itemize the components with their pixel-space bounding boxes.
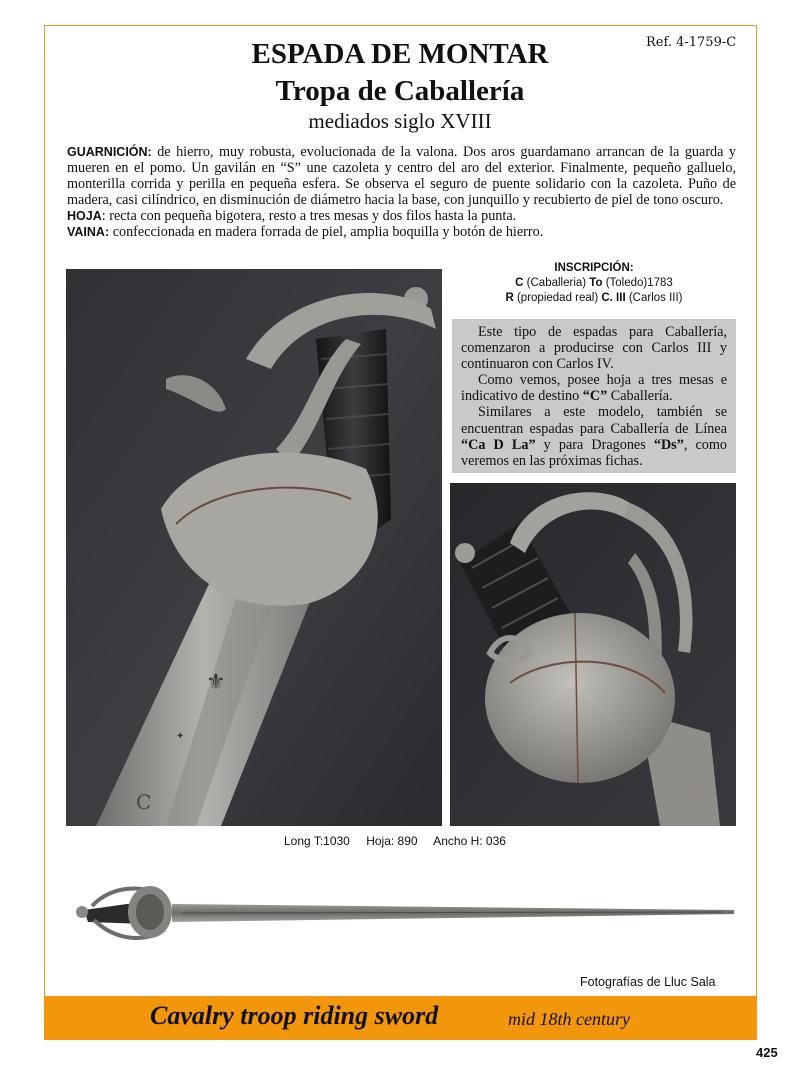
- guarnicion-paragraph: [67, 144, 736, 208]
- inscription-block: [452, 261, 736, 306]
- inscription-line-1: [452, 276, 736, 291]
- page-subtitle: Tropa de Caballería: [275, 75, 525, 107]
- text-run: (Toledo)1783: [602, 277, 673, 289]
- svg-text:✦: ✦: [176, 731, 185, 742]
- vaina-text: confeccionada en madera forrada de piel, amplia boquilla y botón de hierro.: [109, 224, 544, 241]
- hilt-detail-photo: [450, 483, 736, 826]
- description-block: [67, 144, 736, 241]
- text-run: Este tipo de espadas para Caballería, comenzaron a producirse con Carlos III y continuaron con Carlos IV.: [461, 324, 727, 373]
- text-run: Similares a este modelo, también se encuentran espadas para Caballería de Línea: [461, 404, 727, 437]
- note-paragraph: [461, 404, 727, 468]
- page-number: 425: [756, 1045, 778, 1060]
- hoja-text: : recta con pequeña bigotera, resto a tres mesas y dos filos hasta la punta.: [101, 208, 517, 225]
- text-run: (Caballeria): [523, 277, 590, 289]
- full-sword-photo: [72, 880, 740, 952]
- blade-length: Hoja: 890: [366, 834, 418, 848]
- hoja-label: HOJA: [67, 209, 102, 224]
- photo-credit: Fotografías de Lluc Sala: [580, 975, 716, 989]
- hoja-paragraph: [67, 208, 736, 224]
- blade-width: Ancho H: 036: [433, 834, 506, 848]
- text-run: Como vemos, posee hoja a tres mesas e indicativo de destino: [461, 372, 727, 405]
- text-run: (propiedad real): [513, 292, 602, 304]
- reference-number: Ref. 4-1759-C: [646, 35, 737, 50]
- inscription-heading: INSCRIPCIÓN:: [554, 262, 634, 274]
- page-title: ESPADA DE MONTAR: [251, 38, 549, 70]
- emphasized-text: “Ca D La”: [461, 436, 536, 453]
- guarnicion-label: GUARNICIÓN:: [67, 145, 152, 159]
- emphasized-text: “Ds”: [653, 436, 684, 453]
- text-run: , como veremos en las próximas fichas.: [461, 436, 727, 469]
- guarnicion-text: de hierro, muy robusta, evolucionada de la valona. Dos aros guardamano arrancan de la guarda y mueren en el pomo. Un gavilán en “S” une cazoleta y centro del aro del exterior. Finalmente, pequeño galluelo, monterilla corrida y perilla en pequeña esfera. Se observa el seguro de puente solidario con la cazoleta. Puño de madera, casi cilíndrico, en disminución de diámetro hacia la base, con junquillo y recubierto de piel de tono oscuro.: [67, 144, 737, 209]
- english-title: Cavalry troop riding sword: [150, 1001, 439, 1030]
- note-paragraph: [461, 372, 727, 404]
- inscription-line-2: [452, 291, 736, 306]
- text-run: Caballería.: [607, 388, 673, 405]
- text-run: (Carlos III): [625, 292, 683, 304]
- english-date: mid 18th century: [508, 1009, 630, 1029]
- note-paragraph: [461, 324, 727, 372]
- svg-text:C: C: [136, 790, 152, 814]
- history-note: [452, 319, 736, 473]
- total-length: Long T:1030: [284, 834, 350, 848]
- measurements: [284, 834, 519, 848]
- vaina-paragraph: [67, 224, 736, 240]
- main-sword-photo: [66, 269, 442, 826]
- vaina-label: VAINA:: [67, 225, 110, 240]
- period-label: mediados siglo XVIII: [308, 109, 492, 133]
- svg-text:⚜: ⚜: [206, 670, 226, 695]
- emphasized-text: “C”: [582, 388, 608, 405]
- text-run: y para Dragones: [535, 436, 654, 453]
- emphasized-text: C: [515, 277, 524, 289]
- emphasized-text: R: [505, 292, 514, 304]
- emphasized-text: C. III: [601, 292, 626, 304]
- emphasized-text: To: [589, 277, 603, 289]
